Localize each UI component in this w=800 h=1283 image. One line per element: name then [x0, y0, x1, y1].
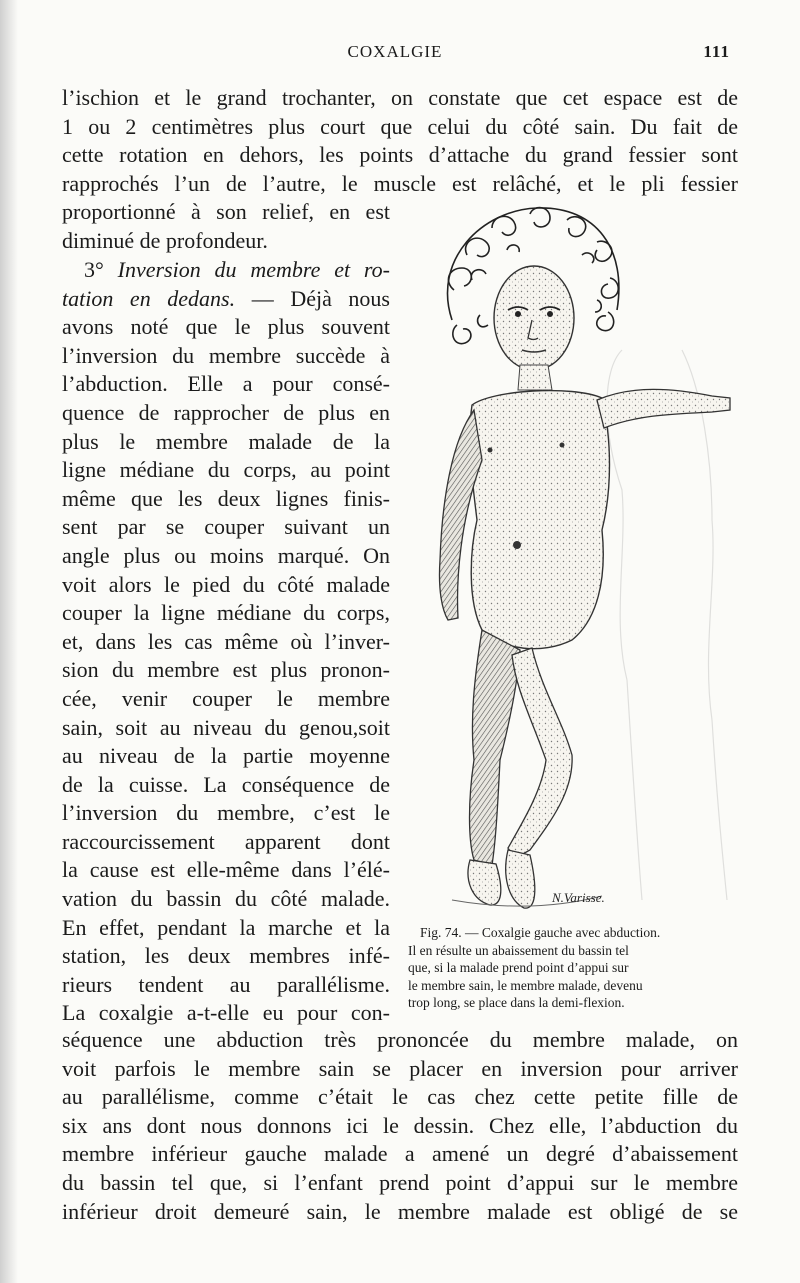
text-line: la cause est elle-même dans l’élé-: [62, 857, 390, 883]
right-leg: [508, 648, 572, 860]
text-line: sent par se couper suivant un: [62, 514, 390, 540]
text-line: cette rotation en dehors, les points d’attache du grand fessier sont: [62, 142, 738, 168]
section-title-part-2: tation en dedans.: [62, 285, 236, 311]
text-line: avons noté que le plus souvent: [62, 314, 390, 340]
left-leg: [470, 630, 521, 865]
caption-line: trop long, se place dans la demi-flexion.: [408, 995, 625, 1010]
text-line: six ans dont nous donnons ici le dessin. Chez elle, l’abduction du: [62, 1112, 738, 1138]
text-line: voit alors le pied du côté malade: [62, 571, 390, 597]
text-line: rieurs tendent au parallélisme.: [62, 971, 390, 997]
text-line: séquence une abduction très prononcée du membre malade, on: [62, 1027, 738, 1052]
navel: [513, 541, 521, 549]
page-number: 111: [703, 42, 730, 61]
text-line: inférieur droit demeuré sain, le membre malade est obligé de se: [62, 1198, 738, 1224]
section-heading-line: [62, 285, 390, 314]
nipple: [488, 448, 493, 453]
text-line: ligne médiane du corps, au point: [62, 457, 390, 483]
section-line-continuation: — Déjà nous: [251, 285, 390, 311]
text-line: sain, soit au niveau du genou,soit: [62, 714, 390, 740]
caption-line: Il en résulte un abaissement du bassin tel: [408, 942, 629, 958]
paragraph-final: [62, 1026, 738, 1226]
artist-signature: N.Varisse.: [552, 890, 605, 905]
text-line: l’inversion du membre succède à: [62, 342, 390, 368]
text-line: au niveau de la partie moyenne: [62, 743, 390, 769]
section-3-paragraph: [62, 256, 390, 1028]
running-title: COXALGIE: [347, 42, 443, 61]
caption-line: que, si la malade prend point d’appui sur: [408, 960, 629, 975]
text-line: au parallélisme, comme c’était le cas chez cette petite fille de: [62, 1084, 738, 1110]
text-line: cée, venir couper le membre: [62, 685, 390, 711]
text-line: l’inversion du membre, c’est le: [62, 800, 390, 826]
text-line: de la cuisse. La conséquence de: [62, 771, 390, 797]
left-foot: [468, 860, 501, 905]
figure-74-illustration: [412, 200, 742, 920]
face: [494, 266, 574, 370]
right-foot: [506, 850, 535, 908]
text-line: membre inférieur gauche malade a amené un degré d’abaissement: [62, 1141, 738, 1167]
nipple: [560, 443, 565, 448]
text-line: l’ischion et le grand trochanter, on constate que cet espace est de: [62, 85, 738, 110]
text-line: 1 ou 2 centimètres plus court que celui du côté sain. Du fait de: [62, 113, 738, 139]
text-line: plus le membre malade de la: [62, 428, 390, 454]
text-line: La coxalgie a-t-elle eu pour con-: [62, 1000, 390, 1026]
caption-line: le membre sain, le membre malade, devenu: [408, 977, 643, 993]
text-line: quence de rapprocher de plus en: [62, 399, 390, 425]
running-header: [60, 42, 730, 66]
text-line: raccourcissement apparent dont: [62, 828, 390, 854]
extended-arm: [597, 389, 730, 428]
section-heading-line: [62, 256, 390, 285]
text-line: vation du bassin du côté malade.: [62, 886, 390, 912]
text-line: station, les deux membres infé-: [62, 943, 390, 969]
ghost-figure: [607, 350, 727, 900]
text-line: proportionné à son relief, en est: [62, 199, 390, 225]
caption-line: Fig. 74. — Coxalgie gauche avec abduction.: [420, 925, 661, 940]
section-title-part-1: Inversion du membre et ro-: [117, 257, 391, 282]
text-line: du bassin tel que, si l’enfant prend point d’appui sur le membre: [62, 1169, 738, 1195]
torso: [470, 391, 610, 649]
text-line: diminué de profondeur.: [62, 227, 268, 253]
text-line: l’abduction. Elle a pour consé-: [62, 371, 390, 397]
text-line: rapprochés l’un de l’autre, le muscle est relâché, et le pli fessier: [62, 170, 738, 196]
figure-caption: [408, 924, 738, 1012]
text-line: voit parfois le membre sain se placer en inversion pour arriver: [62, 1055, 738, 1081]
engraving-illustration: [412, 200, 742, 920]
page-gutter-shadow: [0, 0, 18, 1283]
text-line: même que les deux lignes finis-: [62, 485, 390, 511]
section-number: 3°: [84, 257, 104, 282]
text-line: angle plus ou moins marqué. On: [62, 542, 390, 568]
text-line: En effet, pendant la marche et la: [62, 914, 390, 940]
text-line: et, dans les cas même où l’inver-: [62, 628, 390, 654]
neck: [518, 365, 552, 390]
text-line: couper la ligne médiane du corps,: [62, 600, 390, 626]
text-line: sion du membre est plus pronon-: [62, 657, 390, 683]
